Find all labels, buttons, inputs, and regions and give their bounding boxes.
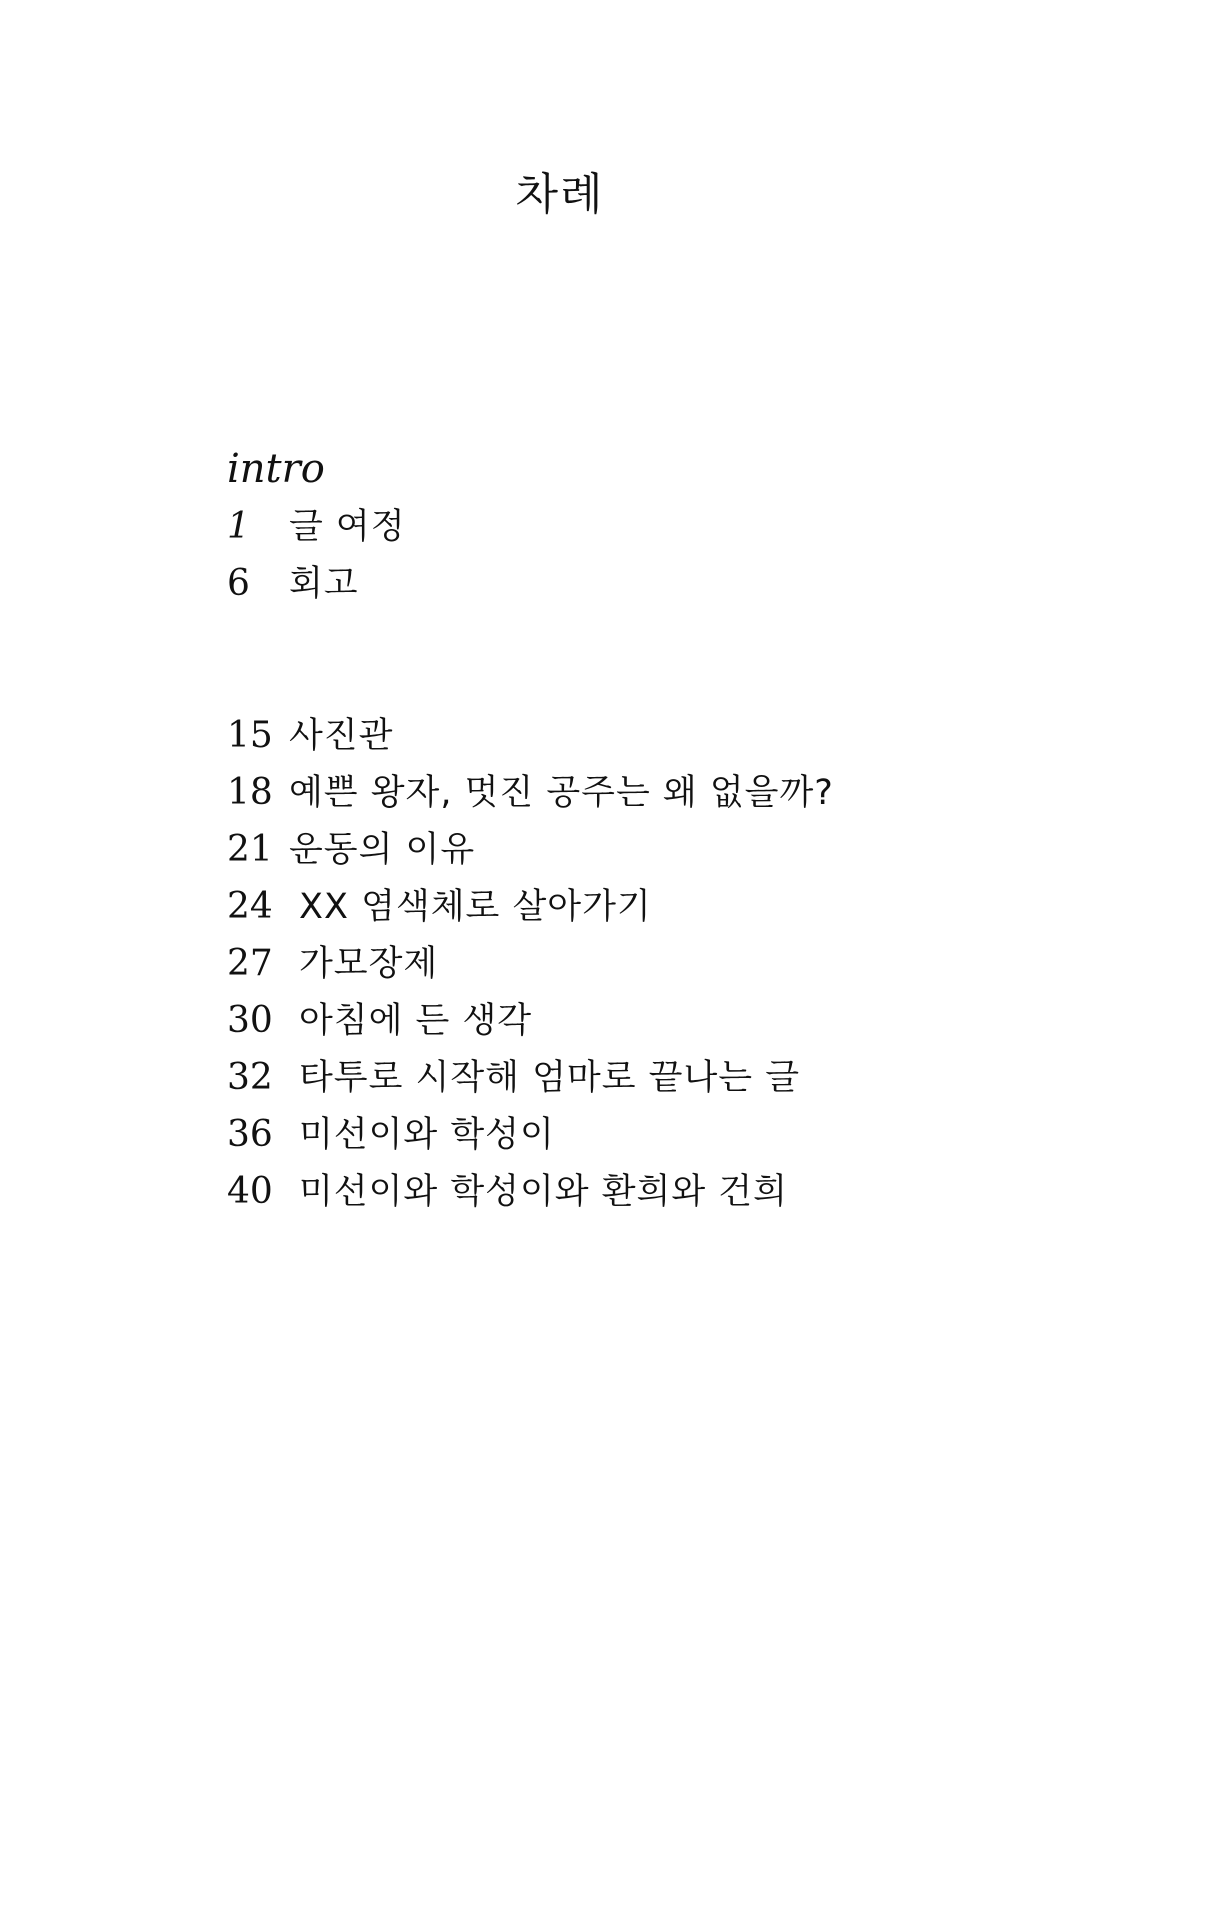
toc-entry xyxy=(227,498,1027,555)
toc-entry-title: 미선이와 학성이 xyxy=(299,1115,555,1155)
toc-page-number: 1 xyxy=(227,506,250,547)
intro-section-label: intro xyxy=(227,446,325,492)
toc-entry xyxy=(227,1106,1027,1163)
toc-entry-title: 가모장제 xyxy=(299,944,439,984)
toc-page-number: 6 xyxy=(227,563,250,604)
toc-entry-title: 사진관 xyxy=(289,716,394,756)
toc-page-number: 15 xyxy=(227,715,273,756)
toc-entry-title: 운동의 이유 xyxy=(289,830,476,870)
toc-entry-title: 예쁜 왕자, 멋진 공주는 왜 없을까? xyxy=(289,773,834,813)
toc-entry-title: 회고 xyxy=(289,564,359,604)
toc-entry xyxy=(227,935,1027,992)
toc-entry xyxy=(227,707,1027,764)
toc-entry-title: 미선이와 학성이와 환희와 건희 xyxy=(299,1172,788,1212)
toc-entry-title: 아침에 든 생각 xyxy=(299,1001,533,1041)
toc-page-number: 21 xyxy=(227,829,273,870)
toc-page-number: 40 xyxy=(227,1171,273,1212)
toc-entry-title: 타투로 시작해 엄마로 끝나는 글 xyxy=(299,1058,801,1098)
toc-entry-title: XX 염색체로 살아가기 xyxy=(299,887,652,927)
toc-entry xyxy=(227,821,1027,878)
toc-page-number: 27 xyxy=(227,943,273,984)
toc-entry xyxy=(227,1049,1027,1106)
toc-entry xyxy=(227,878,1027,935)
table-of-contents xyxy=(227,440,1027,1220)
toc-entry xyxy=(227,992,1027,1049)
toc-page-number: 32 xyxy=(227,1057,273,1098)
toc-page-number: 18 xyxy=(227,772,273,813)
toc-entry-title: 글 여정 xyxy=(289,507,406,547)
page-title: 차례 xyxy=(515,169,605,220)
toc-page-number: 36 xyxy=(227,1114,273,1155)
toc-entry xyxy=(227,1163,1027,1220)
section-gap xyxy=(227,612,1027,707)
toc-page-number: 30 xyxy=(227,1000,273,1041)
toc-entry xyxy=(227,764,1027,821)
toc-page-number: 24 xyxy=(227,886,273,927)
toc-entry xyxy=(227,555,1027,612)
